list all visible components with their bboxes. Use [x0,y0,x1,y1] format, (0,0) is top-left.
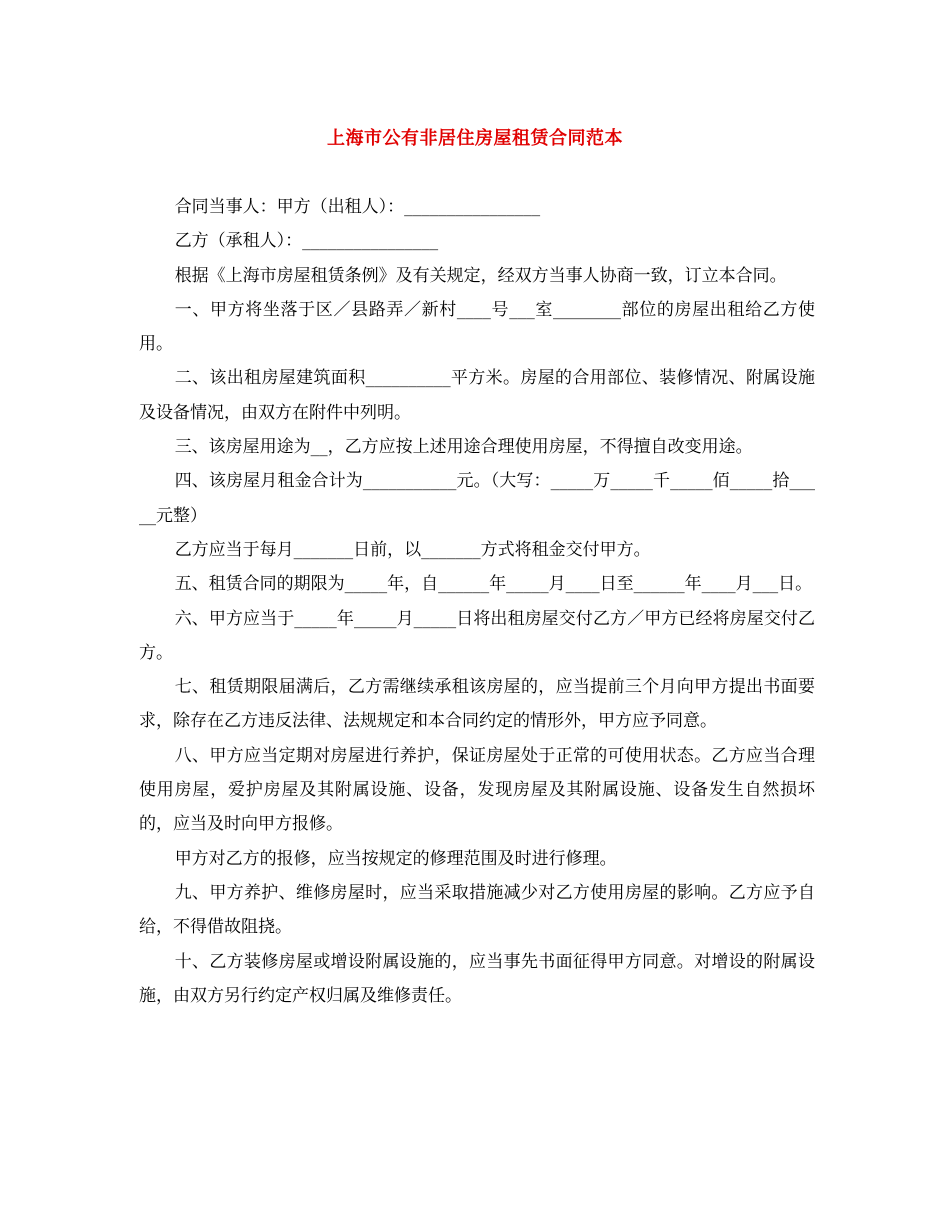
paragraph-repair: 甲方对乙方的报修，应当按规定的修理范围及时进行修理。 [174,848,617,869]
document-title: 上海市公有非居住房屋租赁合同范本 [327,128,623,149]
paragraph-rent-payment: 乙方应当于每月_______日前，以_______方式将租金交付甲方。 [174,539,651,560]
paragraph-basis: 根据《上海市房屋租赁条例》及有关规定，经双方当事人协商一致，订立本合同。 [174,265,787,286]
paragraph-clause-4: 四、该房屋月租金合计为___________元。（大写：_____万_____千_____佰_____拾_____元整） [139,471,815,526]
paragraph-clause-2: 二、该出租房屋建筑面积__________平方米。房屋的合用部位、装修情况、附属设施及设备情况，由双方在附件中列明。 [139,368,815,423]
paragraph-clause-8: 八、甲方应当定期对房屋进行养护，保证房屋处于正常的可使用状态。乙方应当合理使用房屋，爱护房屋及其附属设施、设备，发现房屋及其附属设施、设备发生自然损坏的，应当及时向甲方报修。 [139,745,815,835]
paragraph-clause-3: 三、该房屋用途为__，乙方应按上述用途合理使用房屋，不得擅自改变用途。 [174,437,753,458]
paragraph-lessee: 乙方（承租人）：________________ [174,231,439,252]
paragraph-clause-1: 一、甲方将坐落于区／县路弄／新村____号___室________部位的房屋出租给乙方使用。 [139,299,815,355]
paragraph-clause-5: 五、租赁合同的期限为_____年，自______年_____月____日至______年____月___日。 [174,574,813,595]
paragraph-parties: 合同当事人：甲方（出租人）：________________ [174,197,541,217]
paragraph-clause-6: 六、甲方应当于_____年_____月_____日将出租房屋交付乙方／甲方已经将房屋交付乙方。 [139,608,815,663]
paragraph-clause-9: 九、甲方养护、维修房屋时，应当采取措施减少对乙方使用房屋的影响。乙方应予自给，不得借故阻挠。 [139,882,815,938]
paragraph-clause-7: 七、租赁期限届满后，乙方需继续承租该房屋的，应当提前三个月向甲方提出书面要求，除存在乙方违反法律、法规规定和本合同约定的情形外，甲方应予同意。 [139,677,815,732]
paragraph-clause-10: 十、乙方装修房屋或增设附属设施的，应当事先书面征得甲方同意。对增设的附属设施，由双方另行约定产权归属及维修责任。 [139,951,815,1006]
document-body [139,190,815,1013]
